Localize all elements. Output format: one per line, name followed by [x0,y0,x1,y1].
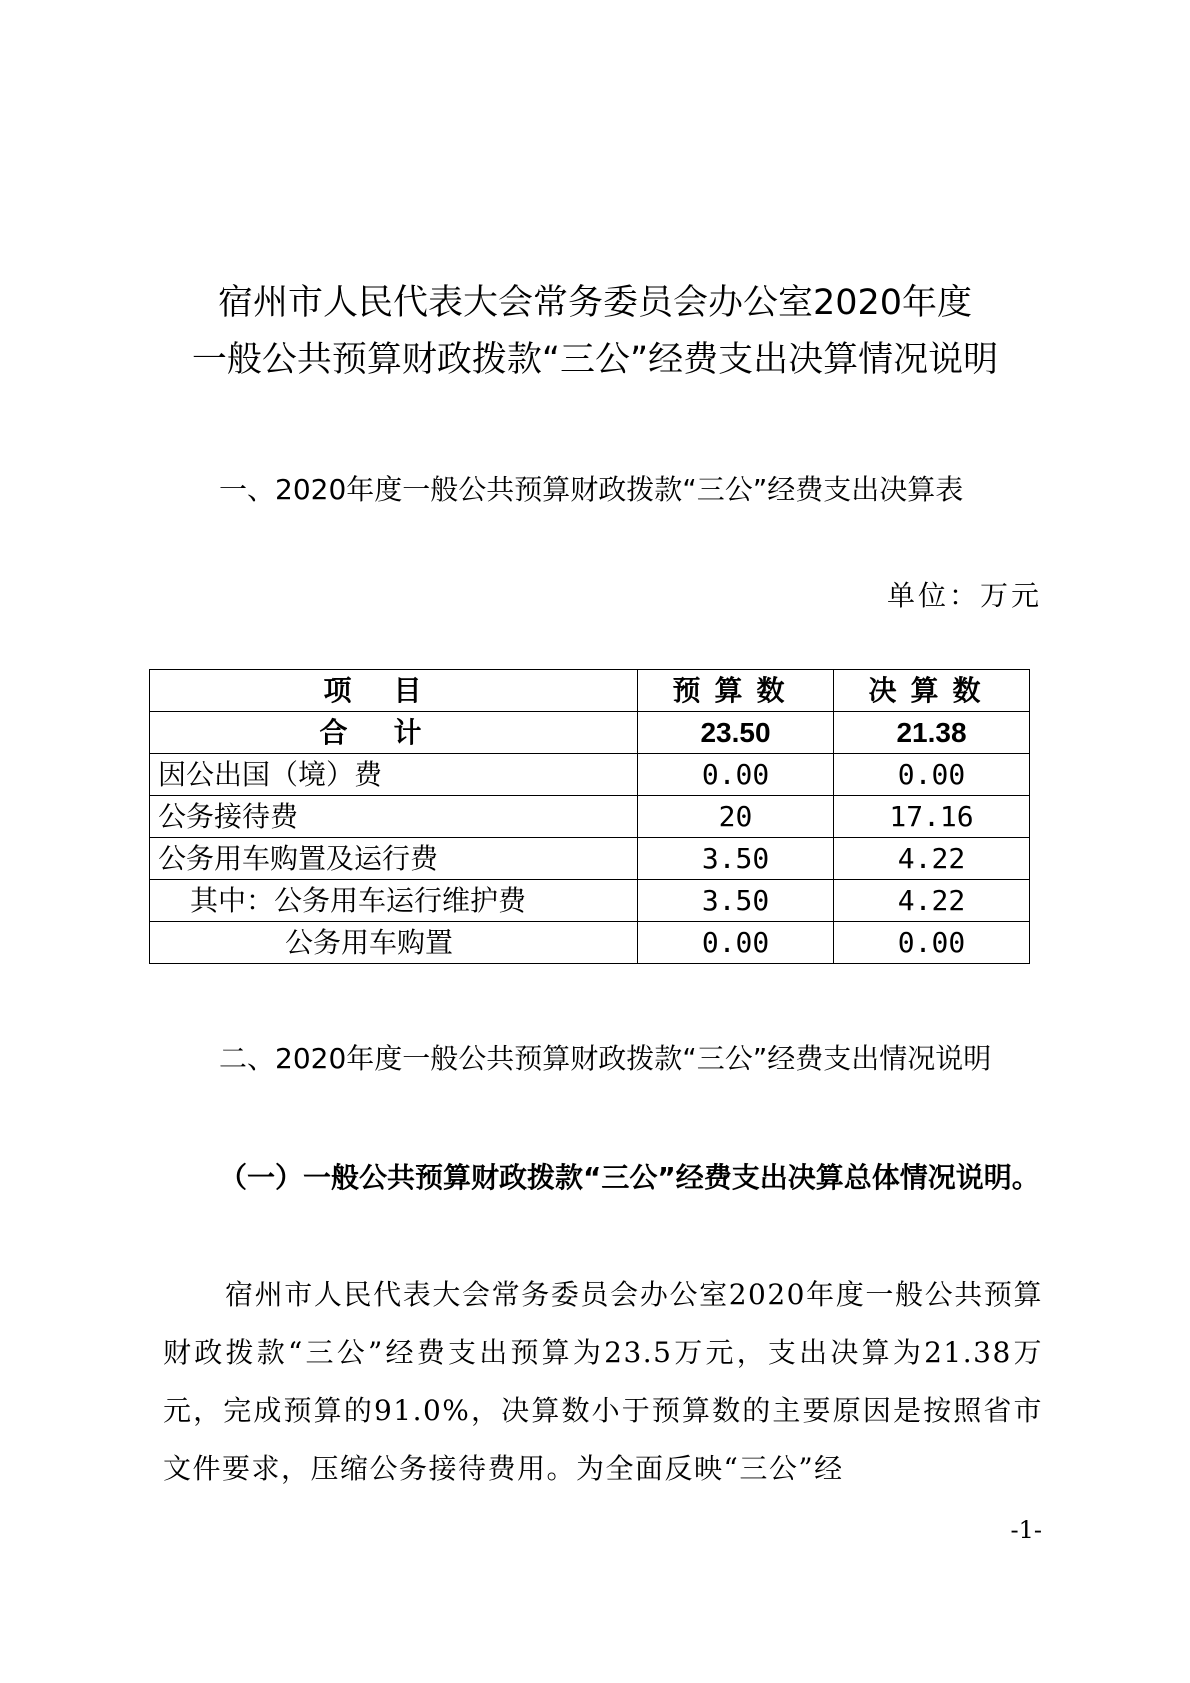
body-paragraph: 宿州市人民代表大会常务委员会办公室2020年度一般公共预算财政拨款“三公”经费支出预算为23.5万元，支出决算为21.38万元，完成预算的91.0%，决算数小于预算数的主要原因是按照省市文件要求，压缩公务接待费用。为全面反映“三公”经 [163,1278,1043,1485]
unit-label: 单位：万元 [886,579,1042,612]
row-budget: 0.00 [638,754,834,796]
table-total-row [150,712,1030,754]
table-row [150,880,1030,922]
row-final: 0.00 [834,754,1030,796]
expenditure-table [149,669,1030,964]
row-budget: 3.50 [638,880,834,922]
row-budget: 20 [638,796,834,838]
row-final: 0.00 [834,922,1030,964]
row-final: 4.22 [834,838,1030,880]
header-final: 决算数 [834,670,1030,712]
table-row [150,922,1030,964]
row-item: 因公出国（境）费 [150,754,638,796]
row-item: 公务用车购置 [150,922,638,964]
section1-heading: 一、2020年度一般公共预算财政拨款“三公”经费支出决算表 [219,473,964,506]
document-title-line2: 一般公共预算财政拨款“三公”经费支出决算情况说明 [191,340,999,380]
row-final: 4.22 [834,880,1030,922]
row-budget: 3.50 [638,838,834,880]
row-item: 公务用车购置及运行费 [150,838,638,880]
table-row [150,754,1030,796]
table-row [150,838,1030,880]
document-title-line1: 宿州市人民代表大会常务委员会办公室2020年度 [217,283,973,323]
row-budget: 0.00 [638,922,834,964]
table-header-row [150,670,1030,712]
table-row [150,796,1030,838]
row-item: 公务接待费 [150,796,638,838]
header-budget: 预算数 [638,670,834,712]
total-budget: 23.50 [638,712,834,754]
total-final: 21.38 [834,712,1030,754]
header-item: 项目 [150,670,638,712]
section2-heading: 二、2020年度一般公共预算财政拨款“三公”经费支出情况说明 [219,1042,992,1075]
row-final: 17.16 [834,796,1030,838]
page-number: -1- [1010,1516,1042,1544]
row-item: 其中：公务用车运行维护费 [150,880,638,922]
subsection1-heading: （一）一般公共预算财政拨款“三公”经费支出决算总体情况说明。 [219,1161,1040,1194]
total-label: 合计 [150,712,638,754]
